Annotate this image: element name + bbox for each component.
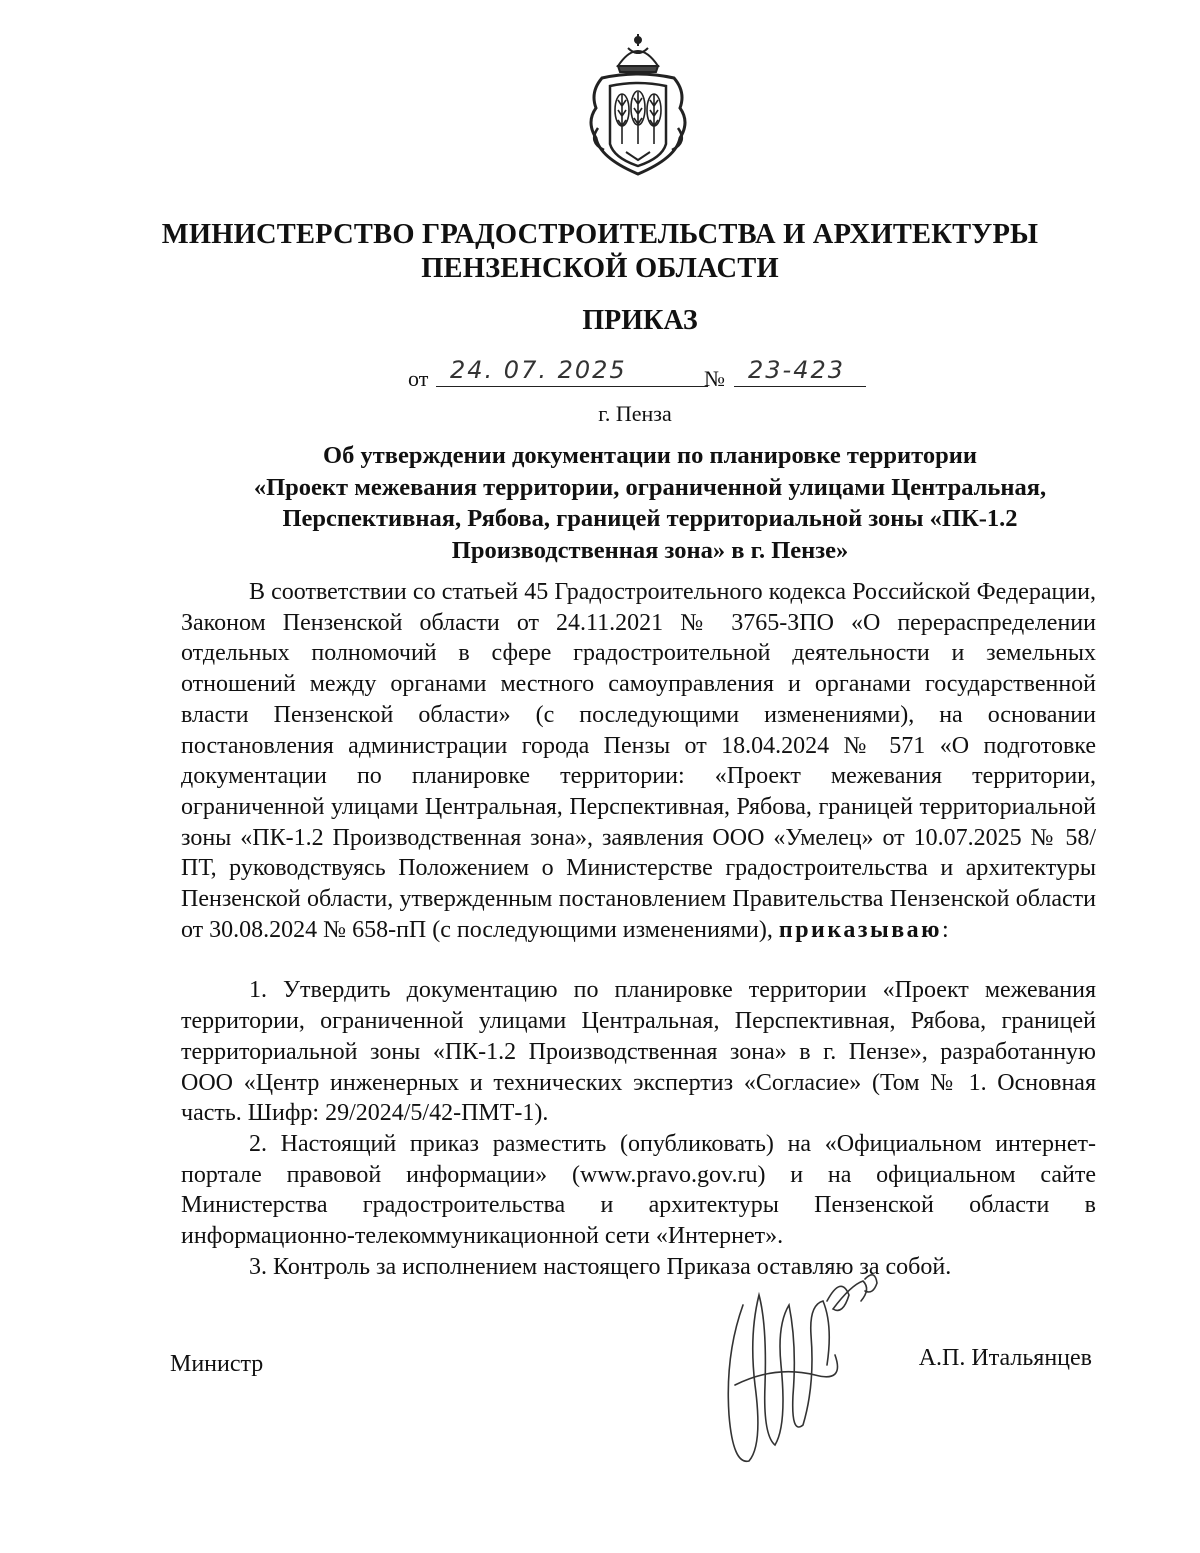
preamble-text: В соответствии со статьей 45 Градостроительного кодекса Российской Федерации, Законом Пензенской области от 24.11.2021 № 3765-ЗПО «О перераспределении отдельных полномочий в сфере градостроительной деятельности и земельных отношений между органами местного самоуправления и органами государственной власти Пензенской области» (с последующими изменениями), на основании постановления администрации города Пензы от 18.04.2024 № 571 «О подготовке документации по планировке территории: «Проект межевания территории, ограниченной улицами Центральная, Перспективная, Рябова, границей территориальной зоны «ПК-1.2 Производственная зона», заявления ООО «Умелец» от 10.07.2025 № 58/ПТ, руководствуясь Положением о Министерстве градостроительства и архитектуры Пензенской области, утвержденным постановлением Правительства Пензенской области от 30.08.2024 № 658-пП (с последующими изменениями), <box>181 579 1096 943</box>
order-keyword-suffix: : <box>942 916 949 943</box>
date-prefix: от <box>408 366 429 391</box>
order-date: 24. 07. 2025 <box>436 356 708 387</box>
subject-line4: Производственная зона» в г. Пензе» <box>451 536 849 564</box>
coat-of-arms-icon <box>582 32 694 182</box>
subject-line2: «Проект межевания территории, ограниченной улицами Центральная, <box>253 473 1047 501</box>
order-number: 23-423 <box>734 356 866 387</box>
ministry-name-line1: МИНИСТЕРСТВО ГРАДОСТРОИТЕЛЬСТВА И АРХИТЕКТУРЫ <box>161 219 1039 250</box>
order-date-number-line <box>0 356 1200 396</box>
order-keyword: приказываю <box>778 916 943 943</box>
signatory-title: Министр <box>170 1351 264 1377</box>
item-1: 1. Утвердить документацию по планировке территории «Проект межевания территории, ограниченной улицами Центральная, Перспективная, Рябова, границей территориальной зоны «ПК-1.2 Производственная зона» в г. Пензе», разработанную ООО «Центр инженерных и технических экспертиз «Согласие» (Том № 1. Основная часть. Шифр: 29/2024/5/42-ПМТ-1). <box>181 977 1096 1127</box>
document-type: ПРИКАЗ <box>582 305 698 336</box>
item-2: 2. Настоящий приказ разместить (опубликовать) на «Официальном интернет-портале правовой информации» (www.pravo.gov.ru) и на официальном сайте Министерства градостроительства и архитектуры Пензенской области в информационно-телекоммуникационной сети «Интернет». <box>181 1130 1096 1250</box>
city: г. Пенза <box>598 401 672 426</box>
number-prefix: № <box>704 366 725 391</box>
ministry-name-line2: ПЕНЗЕНСКОЙ ОБЛАСТИ <box>421 253 779 284</box>
item-3: 3. Контроль за исполнением настоящего Приказа оставляю за собой. <box>249 1253 952 1280</box>
preamble-paragraph <box>181 577 1096 945</box>
order-body <box>181 577 1096 1282</box>
signatory-name: А.П. Итальянцев <box>918 1345 1092 1371</box>
order-subject <box>150 440 1150 566</box>
handwritten-signature-icon <box>715 1265 885 1485</box>
ministry-name <box>100 218 1100 286</box>
subject-line3: Перспективная, Рябова, границей территориальной зоны «ПК-1.2 <box>282 505 1018 532</box>
subject-line1: Об утверждении документации по планировке территории <box>323 442 977 469</box>
